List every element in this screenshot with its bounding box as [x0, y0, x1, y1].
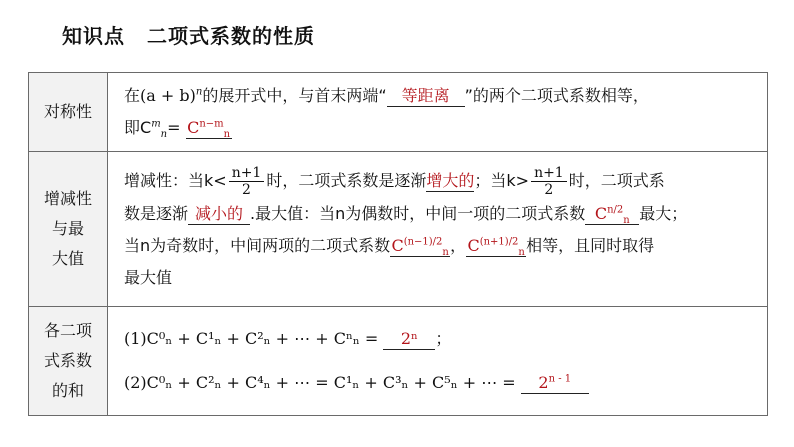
- comb-sub: n: [518, 246, 525, 258]
- mono-line2: [124, 198, 757, 230]
- mono-line4: 最大值: [124, 267, 173, 287]
- label-line: 的和: [51, 381, 84, 400]
- answer-sum-all: 2ⁿ: [383, 329, 435, 350]
- comb-base: C: [187, 118, 200, 137]
- answer-decreasing: 减小的: [188, 204, 250, 225]
- symmetry-line1: [124, 80, 757, 112]
- text: 在(a + b): [124, 86, 196, 105]
- text: 时，二项式系: [568, 170, 665, 190]
- eq1-terms: C⁰ₙ + C¹ₙ + C²ₙ + ⋯ + Cⁿₙ =: [146, 329, 379, 348]
- text: ；: [435, 329, 452, 348]
- frac-den: 2: [544, 181, 554, 198]
- comb-sup: n/2: [607, 204, 624, 216]
- text: 最大；: [639, 203, 688, 223]
- answer-odd-max-1: [390, 236, 450, 257]
- comb-sup: (n−1)/2: [403, 236, 443, 248]
- title-part2: 二项式系数的性质: [147, 24, 315, 48]
- comb-base: C: [467, 235, 480, 255]
- row-label-sum: [29, 307, 108, 416]
- text: 数是逐渐: [124, 203, 189, 223]
- eq2-label: (2): [124, 373, 147, 392]
- answer-even-max: [585, 204, 639, 225]
- sum-eq1: [124, 317, 757, 361]
- row-label-symmetry: 对称性: [29, 73, 108, 152]
- mono-line1: [124, 165, 757, 198]
- mono-line3: [124, 230, 757, 262]
- comb-base: C: [594, 203, 608, 223]
- equals: =: [167, 118, 181, 137]
- title-part1: 知识点: [62, 24, 125, 48]
- fraction: [229, 165, 265, 198]
- label-line: 与最: [51, 219, 84, 238]
- answer-odd-max-2: [466, 236, 526, 257]
- fraction: [531, 165, 567, 198]
- text: 相等，且同时取得: [526, 235, 655, 255]
- power-base: 2: [538, 373, 549, 392]
- comb-sub: n: [623, 214, 630, 226]
- symmetry-line2: [124, 112, 757, 144]
- label-line: 大值: [51, 249, 84, 268]
- comb-sup: n−m: [199, 118, 224, 130]
- text: 时，二项式系数是逐渐: [266, 170, 427, 190]
- answer-equidistant: 等距离: [387, 86, 465, 107]
- answer-sum-half: [521, 373, 589, 394]
- comb-sub: n: [442, 246, 449, 258]
- eq2-terms: C⁰ₙ + C²ₙ + C⁴ₙ + ⋯ = C¹ₙ + C³ₙ + C⁵ₙ + ⋯ =: [146, 373, 516, 392]
- label-line: 各二项: [43, 321, 92, 340]
- text: 即C: [124, 118, 152, 137]
- comb-sub: n: [223, 129, 231, 141]
- label-line: 式系数: [43, 351, 92, 370]
- power-exp: n - 1: [548, 373, 572, 385]
- answer-increasing: 增大的: [426, 170, 475, 190]
- row-content-symmetry: [108, 73, 768, 152]
- row-content-monotonicity: [108, 152, 768, 307]
- answer-symmetric-comb: [186, 118, 232, 139]
- row-label-monotonicity: [29, 152, 108, 307]
- exponent: n: [195, 86, 203, 98]
- sub: n: [160, 129, 168, 141]
- label-line: 增减性: [43, 189, 92, 208]
- text: ；当k>: [474, 170, 530, 190]
- table-row-sum: [29, 307, 768, 416]
- table-row-monotonicity: [29, 152, 768, 307]
- eq1-label: (1): [124, 329, 147, 348]
- text: 的展开式中，与首末两端“: [202, 86, 387, 105]
- text: .最大值：当n为偶数时，中间一项的二项式系数: [250, 203, 586, 223]
- text: ，: [450, 235, 467, 255]
- text: 增减性：当k<: [124, 170, 227, 190]
- frac-num: n+1: [531, 165, 567, 182]
- frac-num: n+1: [229, 165, 265, 182]
- frac-den: 2: [242, 181, 251, 198]
- section-title: [62, 20, 315, 49]
- text: ”的两个二项式系数相等，: [464, 86, 649, 105]
- sum-eq2: [124, 361, 757, 405]
- text: 当n为奇数时，中间两项的二项式系数: [124, 235, 391, 255]
- sup: m: [151, 118, 161, 130]
- comb-sup: (n+1)/2: [479, 236, 519, 248]
- comb-base: C: [391, 235, 404, 255]
- properties-table: [28, 72, 768, 416]
- row-content-sum: [108, 307, 768, 416]
- table-row-symmetry: [29, 73, 768, 152]
